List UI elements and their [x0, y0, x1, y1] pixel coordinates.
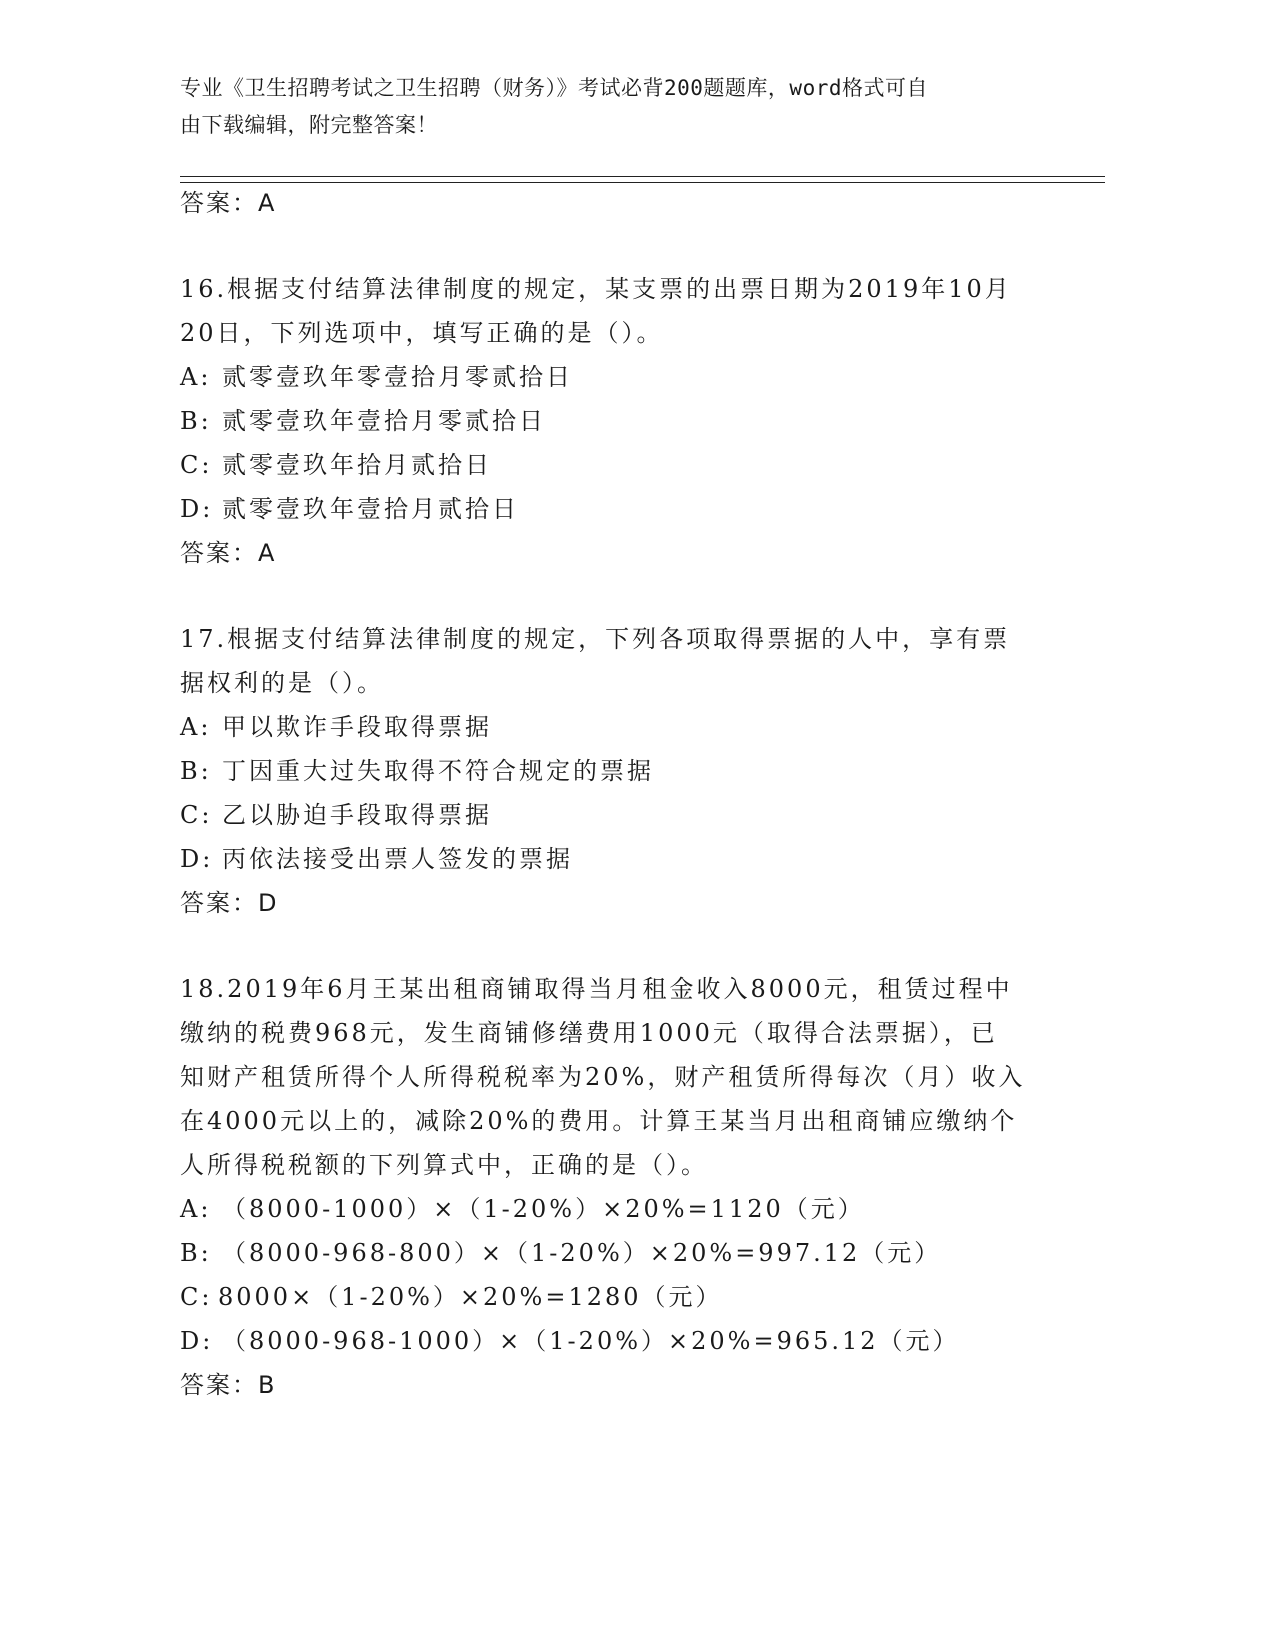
question-stem-line: 据权利的是（）。 [180, 669, 384, 697]
option-letter: B: [180, 757, 212, 785]
option-letter: B: [180, 1239, 212, 1267]
option-letter: D: [180, 1327, 214, 1355]
question-stem-line: 人所得税税额的下列算式中，正确的是（）。 [180, 1151, 708, 1179]
option-a [180, 705, 1060, 749]
question-list [180, 181, 1060, 1407]
option-letter: B: [180, 407, 212, 435]
answer-line: 答案：A [180, 539, 277, 567]
option-a [180, 355, 1060, 399]
question-stem-line: 在4000元以上的，减除20%的费用。计算王某当月出租商铺应缴纳个 [180, 1107, 1018, 1135]
header-line-1: 专业《卫生招聘考试之卫生招聘（财务）》考试必背200题题库，word格式可自 [180, 76, 928, 100]
option-letter: D: [180, 495, 214, 523]
option-b [180, 749, 1060, 793]
option-d [180, 1319, 1060, 1363]
answer-line: 答案：D [180, 889, 279, 917]
option-c [180, 443, 1060, 487]
option-text: 贰零壹玖年零壹拾月零贰拾日 [222, 363, 573, 391]
option-c [180, 793, 1060, 837]
option-d [180, 837, 1060, 881]
option-a [180, 1187, 1060, 1231]
question-stem-line: 20日，下列选项中，填写正确的是（）。 [180, 319, 664, 347]
question-stem-line: 缴纳的税费968元，发生商铺修缮费用1000元（取得合法票据），已 [180, 1019, 998, 1047]
option-text: 8000×（1-20%）×20%=1280（元） [218, 1283, 723, 1311]
option-text: （8000-1000）×（1-20%）×20%=1120（元） [222, 1195, 865, 1223]
option-text: 贰零壹玖年壹拾月零贰拾日 [222, 407, 546, 435]
option-letter: A: [180, 363, 212, 391]
previous-answer: 答案：A [180, 189, 277, 217]
option-b [180, 399, 1060, 443]
document-header [180, 70, 1040, 144]
question-16 [180, 267, 1060, 575]
option-letter: C: [180, 1283, 213, 1311]
question-17 [180, 617, 1060, 925]
option-text: 贰零壹玖年壹拾月贰拾日 [222, 495, 519, 523]
question-stem-line: 17.根据支付结算法律制度的规定，下列各项取得票据的人中，享有票 [180, 625, 1011, 653]
option-text: 丁因重大过失取得不符合规定的票据 [222, 757, 654, 785]
spacer [180, 925, 1060, 967]
option-text: （8000-968-1000）×（1-20%）×20%=965.12（元） [222, 1327, 960, 1355]
option-text: 贰零壹玖年拾月贰拾日 [222, 451, 492, 479]
question-stem-line: 16.根据支付结算法律制度的规定，某支票的出票日期为2019年10月 [180, 275, 1012, 303]
option-letter: D: [180, 845, 214, 873]
answer-line: 答案：B [180, 1371, 277, 1399]
question-stem-line: 知财产租赁所得个人所得税税率为20%，财产租赁所得每次（月）收入 [180, 1063, 1026, 1091]
option-letter: C: [180, 451, 213, 479]
spacer [180, 575, 1060, 617]
option-c [180, 1275, 1060, 1319]
option-letter: A: [180, 1195, 212, 1223]
question-18 [180, 967, 1060, 1407]
option-b [180, 1231, 1060, 1275]
option-letter: C: [180, 801, 213, 829]
option-text: 乙以胁迫手段取得票据 [222, 801, 492, 829]
option-d [180, 487, 1060, 531]
option-text: 丙依法接受出票人签发的票据 [222, 845, 573, 873]
question-stem-line: 18.2019年6月王某出租商铺取得当月租金收入8000元，租赁过程中 [180, 975, 1013, 1003]
header-line-2: 由下载编辑，附完整答案！ [180, 113, 438, 137]
option-letter: A: [180, 713, 212, 741]
option-text: 甲以欺诈手段取得票据 [222, 713, 492, 741]
option-text: （8000-968-800）×（1-20%）×20%=997.12（元） [222, 1239, 942, 1267]
spacer [180, 225, 1060, 267]
